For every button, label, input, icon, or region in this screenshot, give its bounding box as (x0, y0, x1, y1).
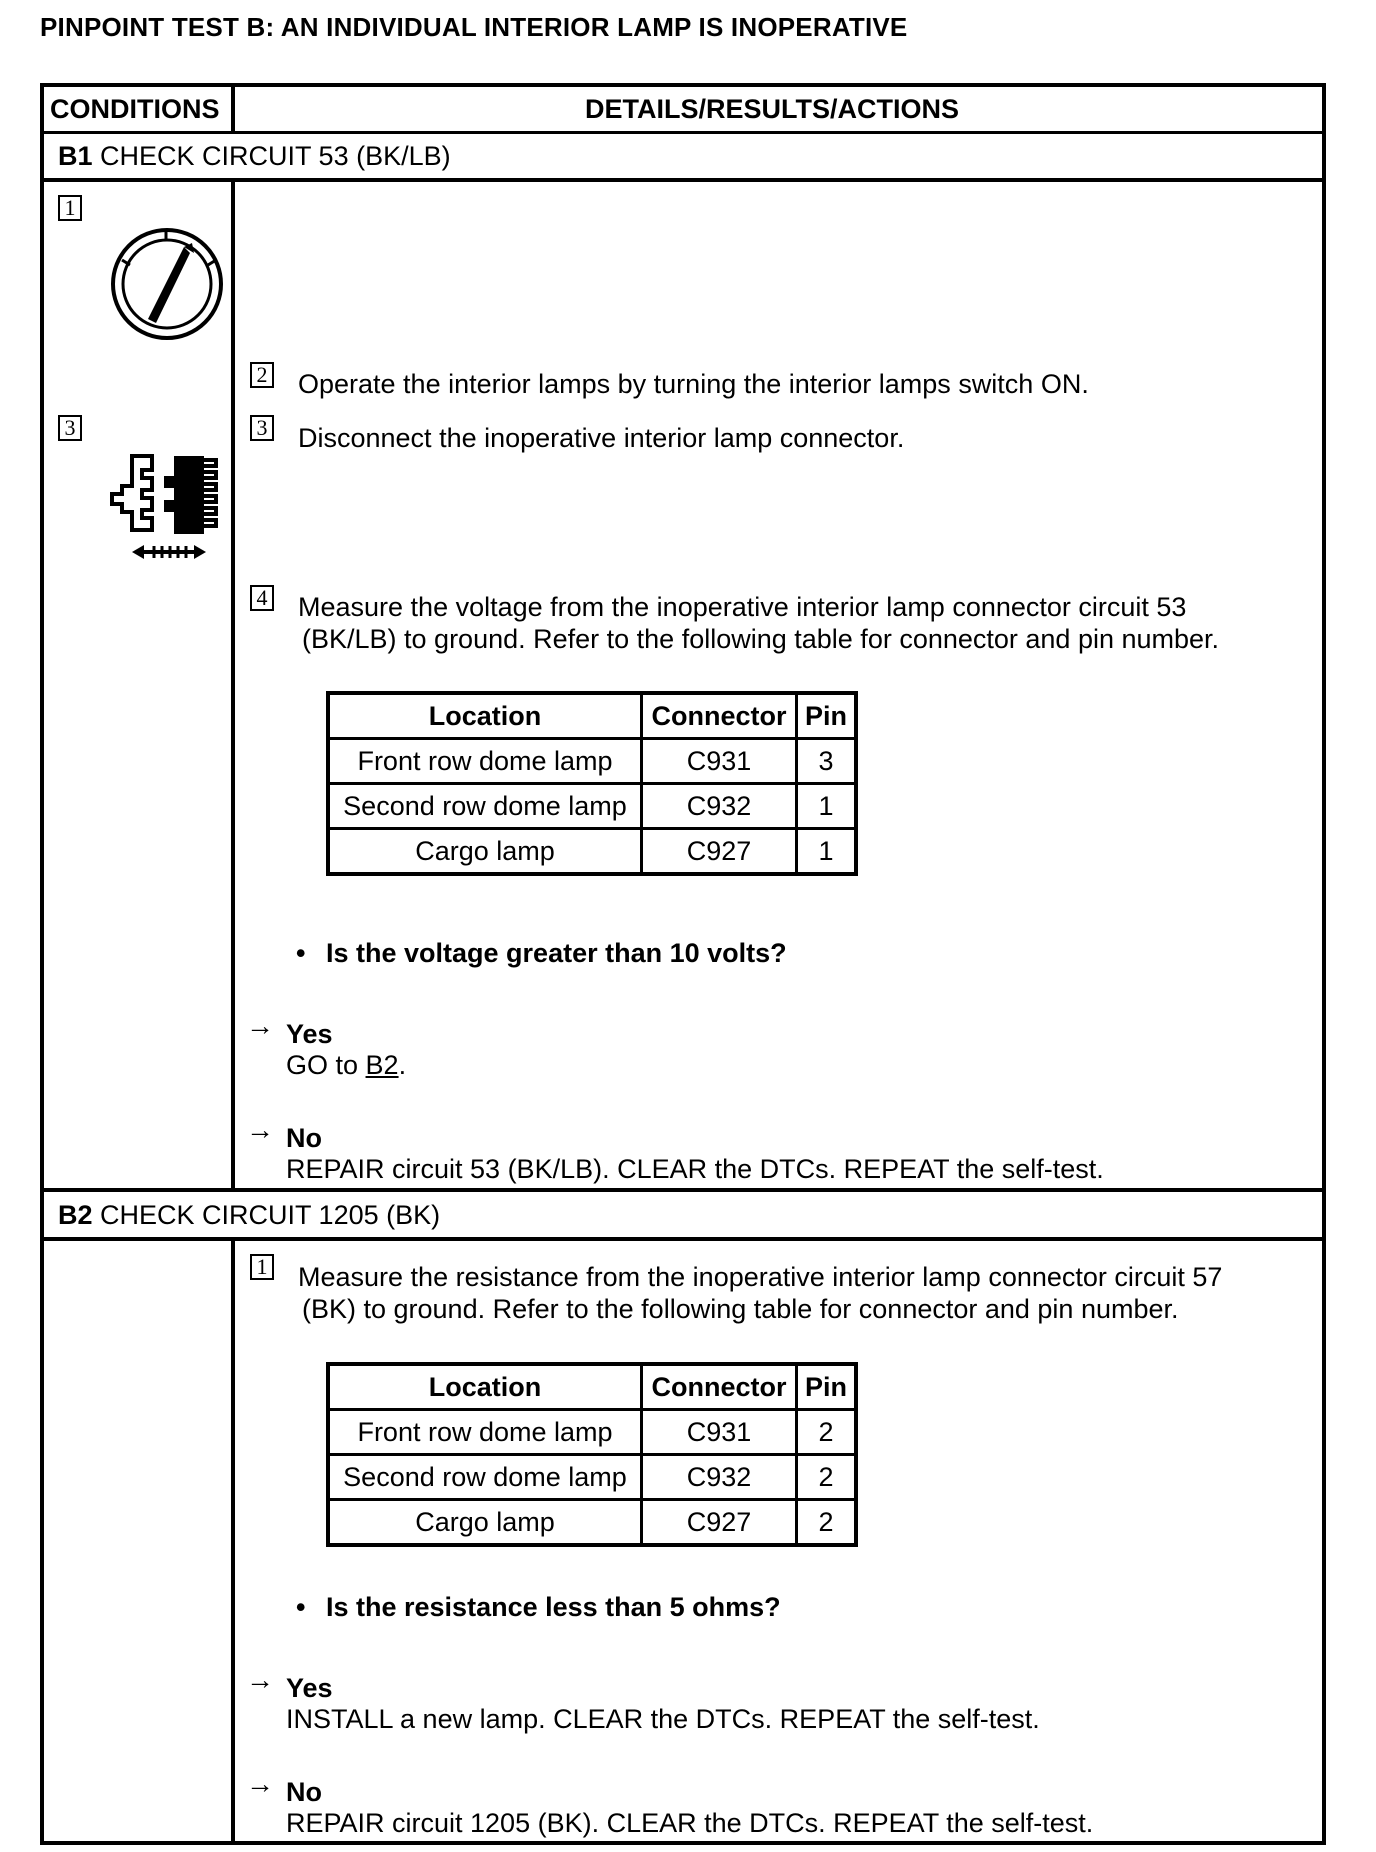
table-row (328, 1500, 856, 1546)
cell-location: Front row dome lamp (328, 1410, 642, 1455)
cell-connector: C932 (642, 784, 797, 829)
step-box-1: 1 (250, 1254, 274, 1280)
step-box-3: 3 (250, 415, 274, 441)
col-connector: Connector (642, 1364, 797, 1410)
b1-step-4-line1: Measure the voltage from the inoperative interior lamp connector circuit 53 (298, 592, 1187, 622)
b1-no-label: No (286, 1123, 322, 1153)
table-row (328, 829, 856, 875)
b1-step-2-text: Operate the interior lamps by turning the interior lamps switch ON. (298, 369, 1089, 399)
step-box-4: 4 (250, 585, 274, 611)
table-row (328, 1410, 856, 1455)
b2-yes-action: INSTALL a new lamp. CLEAR the DTCs. REPEAT the self-test. (286, 1704, 1040, 1734)
table-row (328, 784, 856, 829)
b1-heading (58, 141, 451, 172)
b1-yes-suffix: . (398, 1050, 407, 1080)
b1-pin-table (326, 691, 858, 876)
table-header-row (328, 693, 856, 739)
arrow-right-icon: → (246, 1114, 274, 1145)
cell-pin: 2 (797, 1500, 857, 1546)
b1-yes-action (286, 1049, 406, 1081)
b2-pin-table (326, 1362, 858, 1547)
b1-no-action: REPAIR circuit 53 (BK/LB). CLEAR the DTCs. REPEAT the self-test. (286, 1154, 1104, 1184)
connector-disconnect-icon (108, 448, 226, 564)
bullet-icon: • (296, 1592, 306, 1622)
b1-heading-text: CHECK CIRCUIT 53 (BK/LB) (100, 141, 451, 171)
cell-pin: 1 (797, 829, 857, 875)
cell-location: Front row dome lamp (328, 739, 642, 784)
cell-pin: 2 (797, 1410, 857, 1455)
b1-step-3-text: Disconnect the inoperative interior lamp connector. (298, 423, 905, 453)
page-title: PINPOINT TEST B: AN INDIVIDUAL INTERIOR LAMP IS INOPERATIVE (40, 12, 908, 42)
b1-step-4-text (298, 591, 1219, 655)
col-location: Location (328, 1364, 642, 1410)
cell-connector: C927 (642, 1500, 797, 1546)
b2-col-divider (231, 1239, 235, 1845)
table-header-row (328, 1364, 856, 1410)
header-details: DETAILS/RESULTS/ACTIONS (585, 94, 960, 124)
col-pin: Pin (797, 1364, 857, 1410)
b1-yes-prefix: GO to (286, 1050, 366, 1080)
cell-pin: 3 (797, 739, 857, 784)
b1-question (296, 937, 787, 969)
b2-code: B2 (58, 1200, 93, 1230)
col-pin: Pin (797, 693, 857, 739)
cond-step-box-1: 1 (58, 195, 82, 221)
cell-connector: C927 (642, 829, 797, 875)
b2-heading (58, 1200, 440, 1231)
table-row (328, 739, 856, 784)
header-col-divider (231, 83, 235, 133)
b2-question (296, 1591, 781, 1623)
col-connector: Connector (642, 693, 797, 739)
cell-pin: 1 (797, 784, 857, 829)
cell-location: Cargo lamp (328, 829, 642, 875)
b2-no-action: REPAIR circuit 1205 (BK). CLEAR the DTCs. REPEAT the self-test. (286, 1808, 1094, 1838)
b1-step-4-line2: (BK/LB) to ground. Refer to the following table for connector and pin number. (302, 624, 1220, 654)
cell-connector: C931 (642, 739, 797, 784)
step-box-2: 2 (250, 362, 274, 388)
b2-heading-text: CHECK CIRCUIT 1205 (BK) (100, 1200, 441, 1230)
cell-pin: 2 (797, 1455, 857, 1500)
b2-step-1-text (298, 1261, 1222, 1325)
cond-step-box-3: 3 (58, 415, 82, 441)
cell-location: Second row dome lamp (328, 1455, 642, 1500)
bullet-icon: • (296, 938, 306, 968)
b1-code: B1 (58, 141, 93, 171)
cell-location: Second row dome lamp (328, 784, 642, 829)
b2-link[interactable]: B2 (365, 1050, 399, 1080)
b2-step-1-line2: (BK) to ground. Refer to the following table for connector and pin number. (302, 1294, 1179, 1324)
cell-connector: C931 (642, 1410, 797, 1455)
ignition-key-icon (108, 225, 226, 343)
b1-yes-label: Yes (286, 1019, 333, 1049)
b1-col-divider (231, 180, 235, 1190)
cell-location: Cargo lamp (328, 1500, 642, 1546)
arrow-right-icon: → (246, 1768, 274, 1799)
header-conditions: CONDITIONS (50, 94, 220, 124)
b2-no-label: No (286, 1777, 322, 1807)
b2-question-text: Is the resistance less than 5 ohms? (326, 1592, 781, 1622)
col-location: Location (328, 693, 642, 739)
arrow-right-icon: → (246, 1664, 274, 1695)
b1-question-text: Is the voltage greater than 10 volts? (326, 938, 787, 968)
arrow-right-icon: → (246, 1010, 274, 1041)
table-row (328, 1455, 856, 1500)
b2-yes-label: Yes (286, 1673, 333, 1703)
b2-step-1-line1: Measure the resistance from the inoperative interior lamp connector circuit 57 (298, 1262, 1223, 1292)
cell-connector: C932 (642, 1455, 797, 1500)
